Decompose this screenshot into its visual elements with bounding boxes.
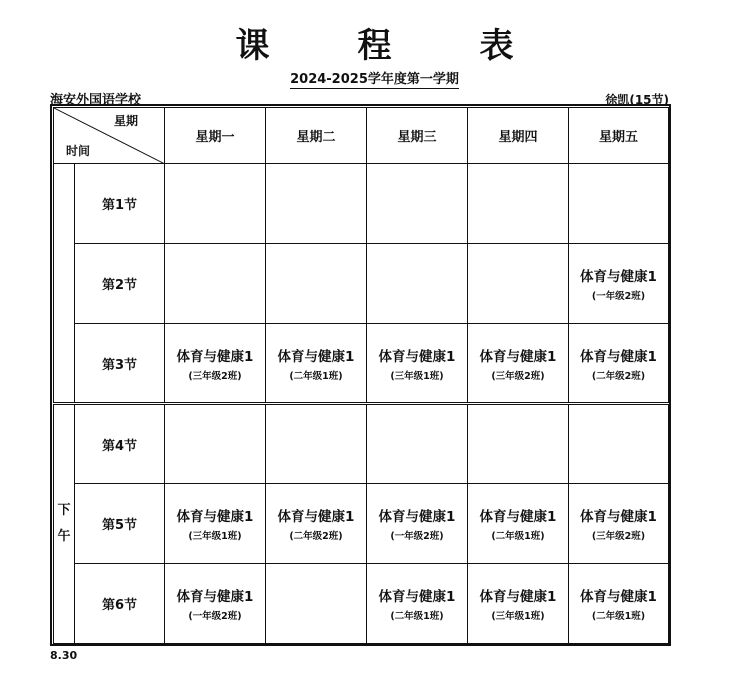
course-name: 体育与健康1 — [277, 509, 355, 525]
course-name: 体育与健康1 — [176, 509, 254, 525]
day-header: 星期五 — [569, 108, 669, 164]
teacher-name: 徐凯(15节) — [605, 93, 669, 107]
course-name: 体育与健康1 — [479, 348, 557, 365]
empty-cell — [367, 404, 468, 484]
semester-text: 学年度第一学期 — [367, 72, 459, 87]
period-label: 第5节 — [75, 484, 165, 564]
header-row — [54, 108, 669, 164]
empty-cell — [468, 164, 569, 244]
period-row — [54, 244, 669, 324]
semester-subtitle — [0, 68, 749, 87]
class-name: (二年级2班) — [591, 370, 646, 382]
corner-label-time: 时间 — [66, 144, 91, 158]
course-cell — [367, 324, 468, 404]
course-name: 体育与健康1 — [378, 509, 456, 525]
class-name: (三年级2班) — [188, 370, 242, 382]
course-name: 体育与健康1 — [378, 348, 456, 365]
course-name: 体育与健康1 — [479, 589, 557, 605]
course-cell — [367, 564, 468, 644]
period-row — [54, 484, 669, 564]
page-title — [0, 18, 749, 67]
period-label: 第2节 — [75, 244, 165, 324]
period-label: 第3节 — [75, 324, 165, 404]
empty-cell — [165, 404, 266, 484]
course-name: 体育与健康1 — [479, 509, 557, 525]
empty-cell — [165, 244, 266, 324]
course-cell — [569, 244, 669, 324]
class-name: (三年级1班) — [491, 611, 545, 622]
class-name: (一年级2班) — [188, 611, 242, 622]
course-name: 体育与健康1 — [580, 269, 657, 285]
day-header: 星期三 — [367, 108, 468, 164]
school-year-range: 2024-2025 — [290, 72, 368, 87]
course-name: 体育与健康1 — [277, 348, 355, 365]
course-cell — [569, 564, 669, 644]
course-name: 体育与健康1 — [176, 589, 254, 605]
course-name: 体育与健康1 — [176, 348, 254, 365]
class-name: (二年级1班) — [289, 370, 343, 382]
class-name: (三年级1班) — [390, 370, 444, 382]
morning-label-cell — [54, 164, 75, 404]
class-name: (二年级1班) — [390, 611, 444, 622]
period-label: 第6节 — [75, 564, 165, 644]
empty-cell — [266, 244, 367, 324]
school-year — [290, 72, 459, 89]
period-row — [54, 564, 669, 644]
class-name: (一年级2班) — [390, 531, 444, 542]
period-label: 第4节 — [75, 404, 165, 484]
empty-cell — [569, 164, 669, 244]
afternoon-label-cell — [54, 404, 75, 644]
title-char: 课 — [235, 26, 270, 66]
day-header: 星期四 — [468, 108, 569, 164]
class-name: (二年级1班) — [591, 611, 646, 622]
course-cell — [468, 564, 569, 644]
course-cell — [468, 484, 569, 564]
empty-cell — [266, 404, 367, 484]
course-cell — [165, 564, 266, 644]
course-name: 体育与健康1 — [580, 589, 657, 605]
course-cell — [165, 324, 266, 404]
course-name: 体育与健康1 — [378, 589, 456, 605]
corner-cell — [54, 108, 165, 164]
period-label: 第1节 — [75, 164, 165, 244]
corner-label-day: 星期 — [113, 114, 138, 128]
empty-cell — [468, 244, 569, 324]
empty-cell — [367, 164, 468, 244]
class-name: (三年级2班) — [491, 370, 545, 382]
empty-cell — [569, 404, 669, 484]
empty-cell — [468, 404, 569, 484]
empty-cell — [266, 564, 367, 644]
empty-cell — [266, 164, 367, 244]
course-name: 体育与健康1 — [580, 348, 657, 365]
class-name: (一年级2班) — [591, 291, 646, 302]
class-name: (二年级2班) — [289, 531, 343, 542]
course-cell — [569, 324, 669, 404]
period-row — [54, 164, 669, 244]
class-name: (二年级1班) — [491, 531, 545, 542]
course-cell — [165, 484, 266, 564]
course-cell — [266, 324, 367, 404]
day-header: 星期一 — [165, 108, 266, 164]
school-name: 海安外国语学校 — [50, 93, 142, 108]
course-name: 体育与健康1 — [580, 509, 657, 525]
afternoon-label-char: 下 — [57, 503, 71, 518]
course-cell — [569, 484, 669, 564]
course-cell — [266, 484, 367, 564]
class-name: (三年级1班) — [188, 531, 242, 542]
course-cell — [468, 324, 569, 404]
empty-cell — [367, 244, 468, 324]
afternoon-label-char: 午 — [57, 529, 71, 544]
timetable — [53, 107, 669, 644]
footnote: 8.30 — [50, 649, 78, 662]
class-name: (三年级2班) — [591, 531, 646, 542]
empty-cell — [165, 164, 266, 244]
title-char: 程 — [357, 26, 392, 66]
period-row — [54, 324, 669, 404]
title-char: 表 — [479, 26, 514, 66]
course-cell — [367, 484, 468, 564]
day-header: 星期二 — [266, 108, 367, 164]
period-row — [54, 404, 669, 484]
